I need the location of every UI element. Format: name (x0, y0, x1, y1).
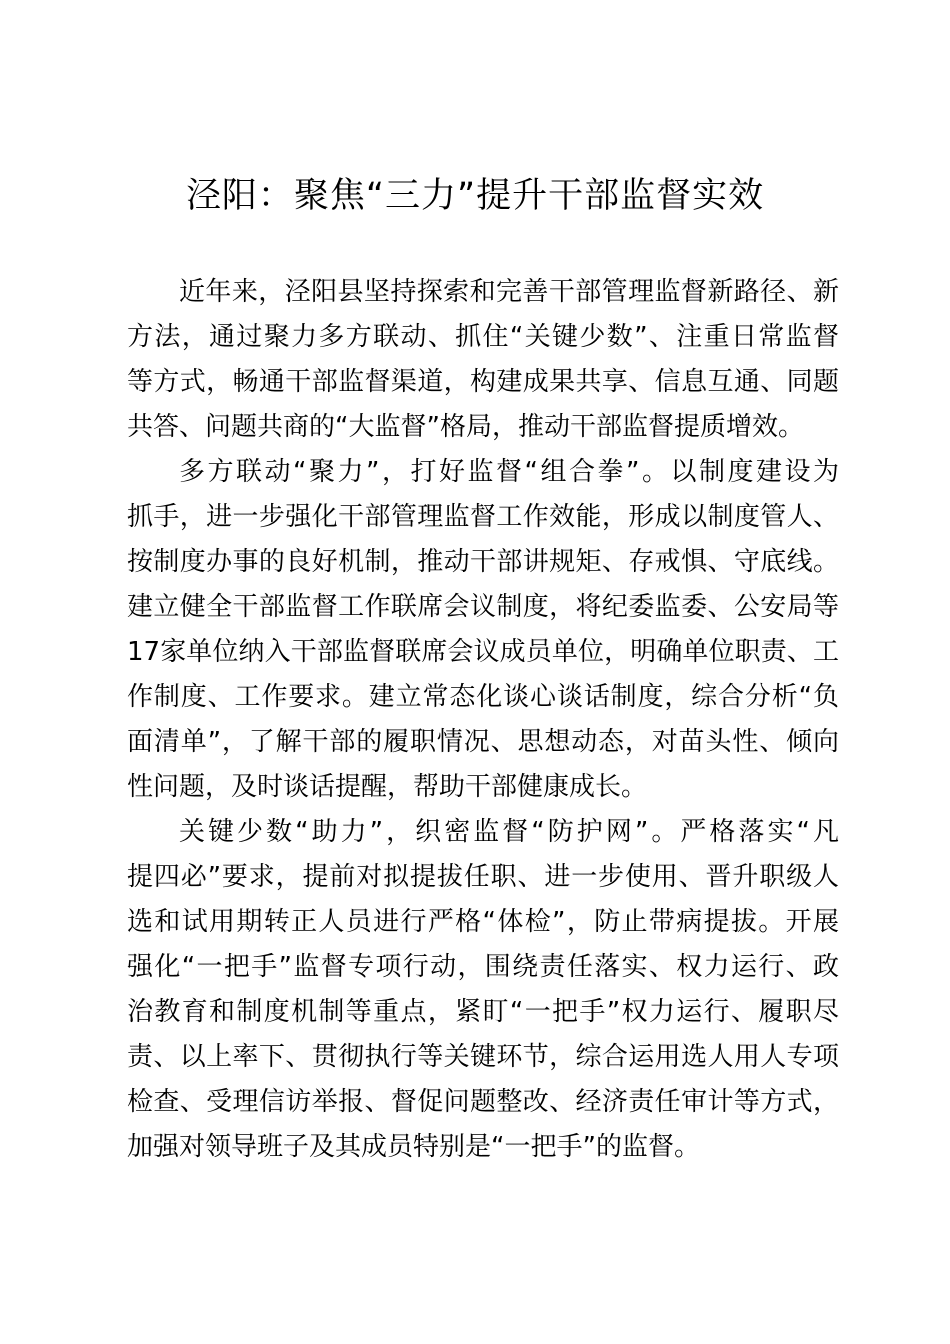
text-line: 提四必”要求，提前对拟提拔任职、进一步使用、晋升职级人 (127, 862, 839, 892)
document-body (127, 270, 839, 1170)
paragraph-intro (127, 270, 839, 450)
text-line: 选和试用期转正人员进行严格“体检”，防止带病提拔。开展 (127, 907, 839, 937)
text-line: 性问题，及时谈话提醒，帮助干部健康成长。 (127, 772, 648, 802)
text-line: 近年来，泾阳县坚持探索和完善干部管理监督新路径、新 (179, 277, 839, 307)
text-line: 共答、问题共商的“大监督”格局，推动干部监督提质增效。 (127, 412, 804, 442)
text-line: 强化“一把手”监督专项行动，围绕责任落实、权力运行、政 (127, 952, 839, 982)
text-line: 方法，通过聚力多方联动、抓住“关键少数”、注重日常监督 (127, 322, 839, 352)
text-line: 多方联动“聚力”，打好监督“组合拳”。以制度建设为 (179, 457, 839, 487)
text-line: 建立健全干部监督工作联席会议制度，将纪委监委、公安局等 (127, 592, 839, 622)
text-line: 作制度、工作要求。建立常态化谈心谈话制度，综合分析“负 (127, 682, 839, 712)
text-line: 检查、受理信访举报、督促问题整改、经济责任审计等方式， (127, 1087, 839, 1117)
text-line: 关键少数“助力”，织密监督“防护网”。严格落实“凡 (179, 817, 839, 847)
text-line: 加强对领导班子及其成员特别是“一把手”的监督。 (127, 1132, 700, 1162)
text-line: 面清单”，了解干部的履职情况、思想动态，对苗头性、倾向 (127, 727, 839, 757)
text-line: 按制度办事的良好机制，推动干部讲规矩、存戒惧、守底线。 (127, 547, 839, 577)
text-line: 责、以上率下、贯彻执行等关键环节，综合运用选人用人专项 (127, 1042, 839, 1072)
text-line: 17家单位纳入干部监督联席会议成员单位，明确单位职责、工 (127, 637, 839, 667)
paragraph-joint-efforts (127, 450, 839, 810)
text-line: 等方式，畅通干部监督渠道，构建成果共享、信息互通、同题 (127, 367, 839, 397)
document-title: 泾阳：聚焦“三力”提升干部监督实效 (185, 176, 765, 216)
text-line: 抓手，进一步强化干部管理监督工作效能，形成以制度管人、 (127, 502, 839, 532)
text-line: 治教育和制度机制等重点，紧盯“一把手”权力运行、履职尽 (127, 997, 839, 1027)
paragraph-key-minority (127, 810, 839, 1170)
